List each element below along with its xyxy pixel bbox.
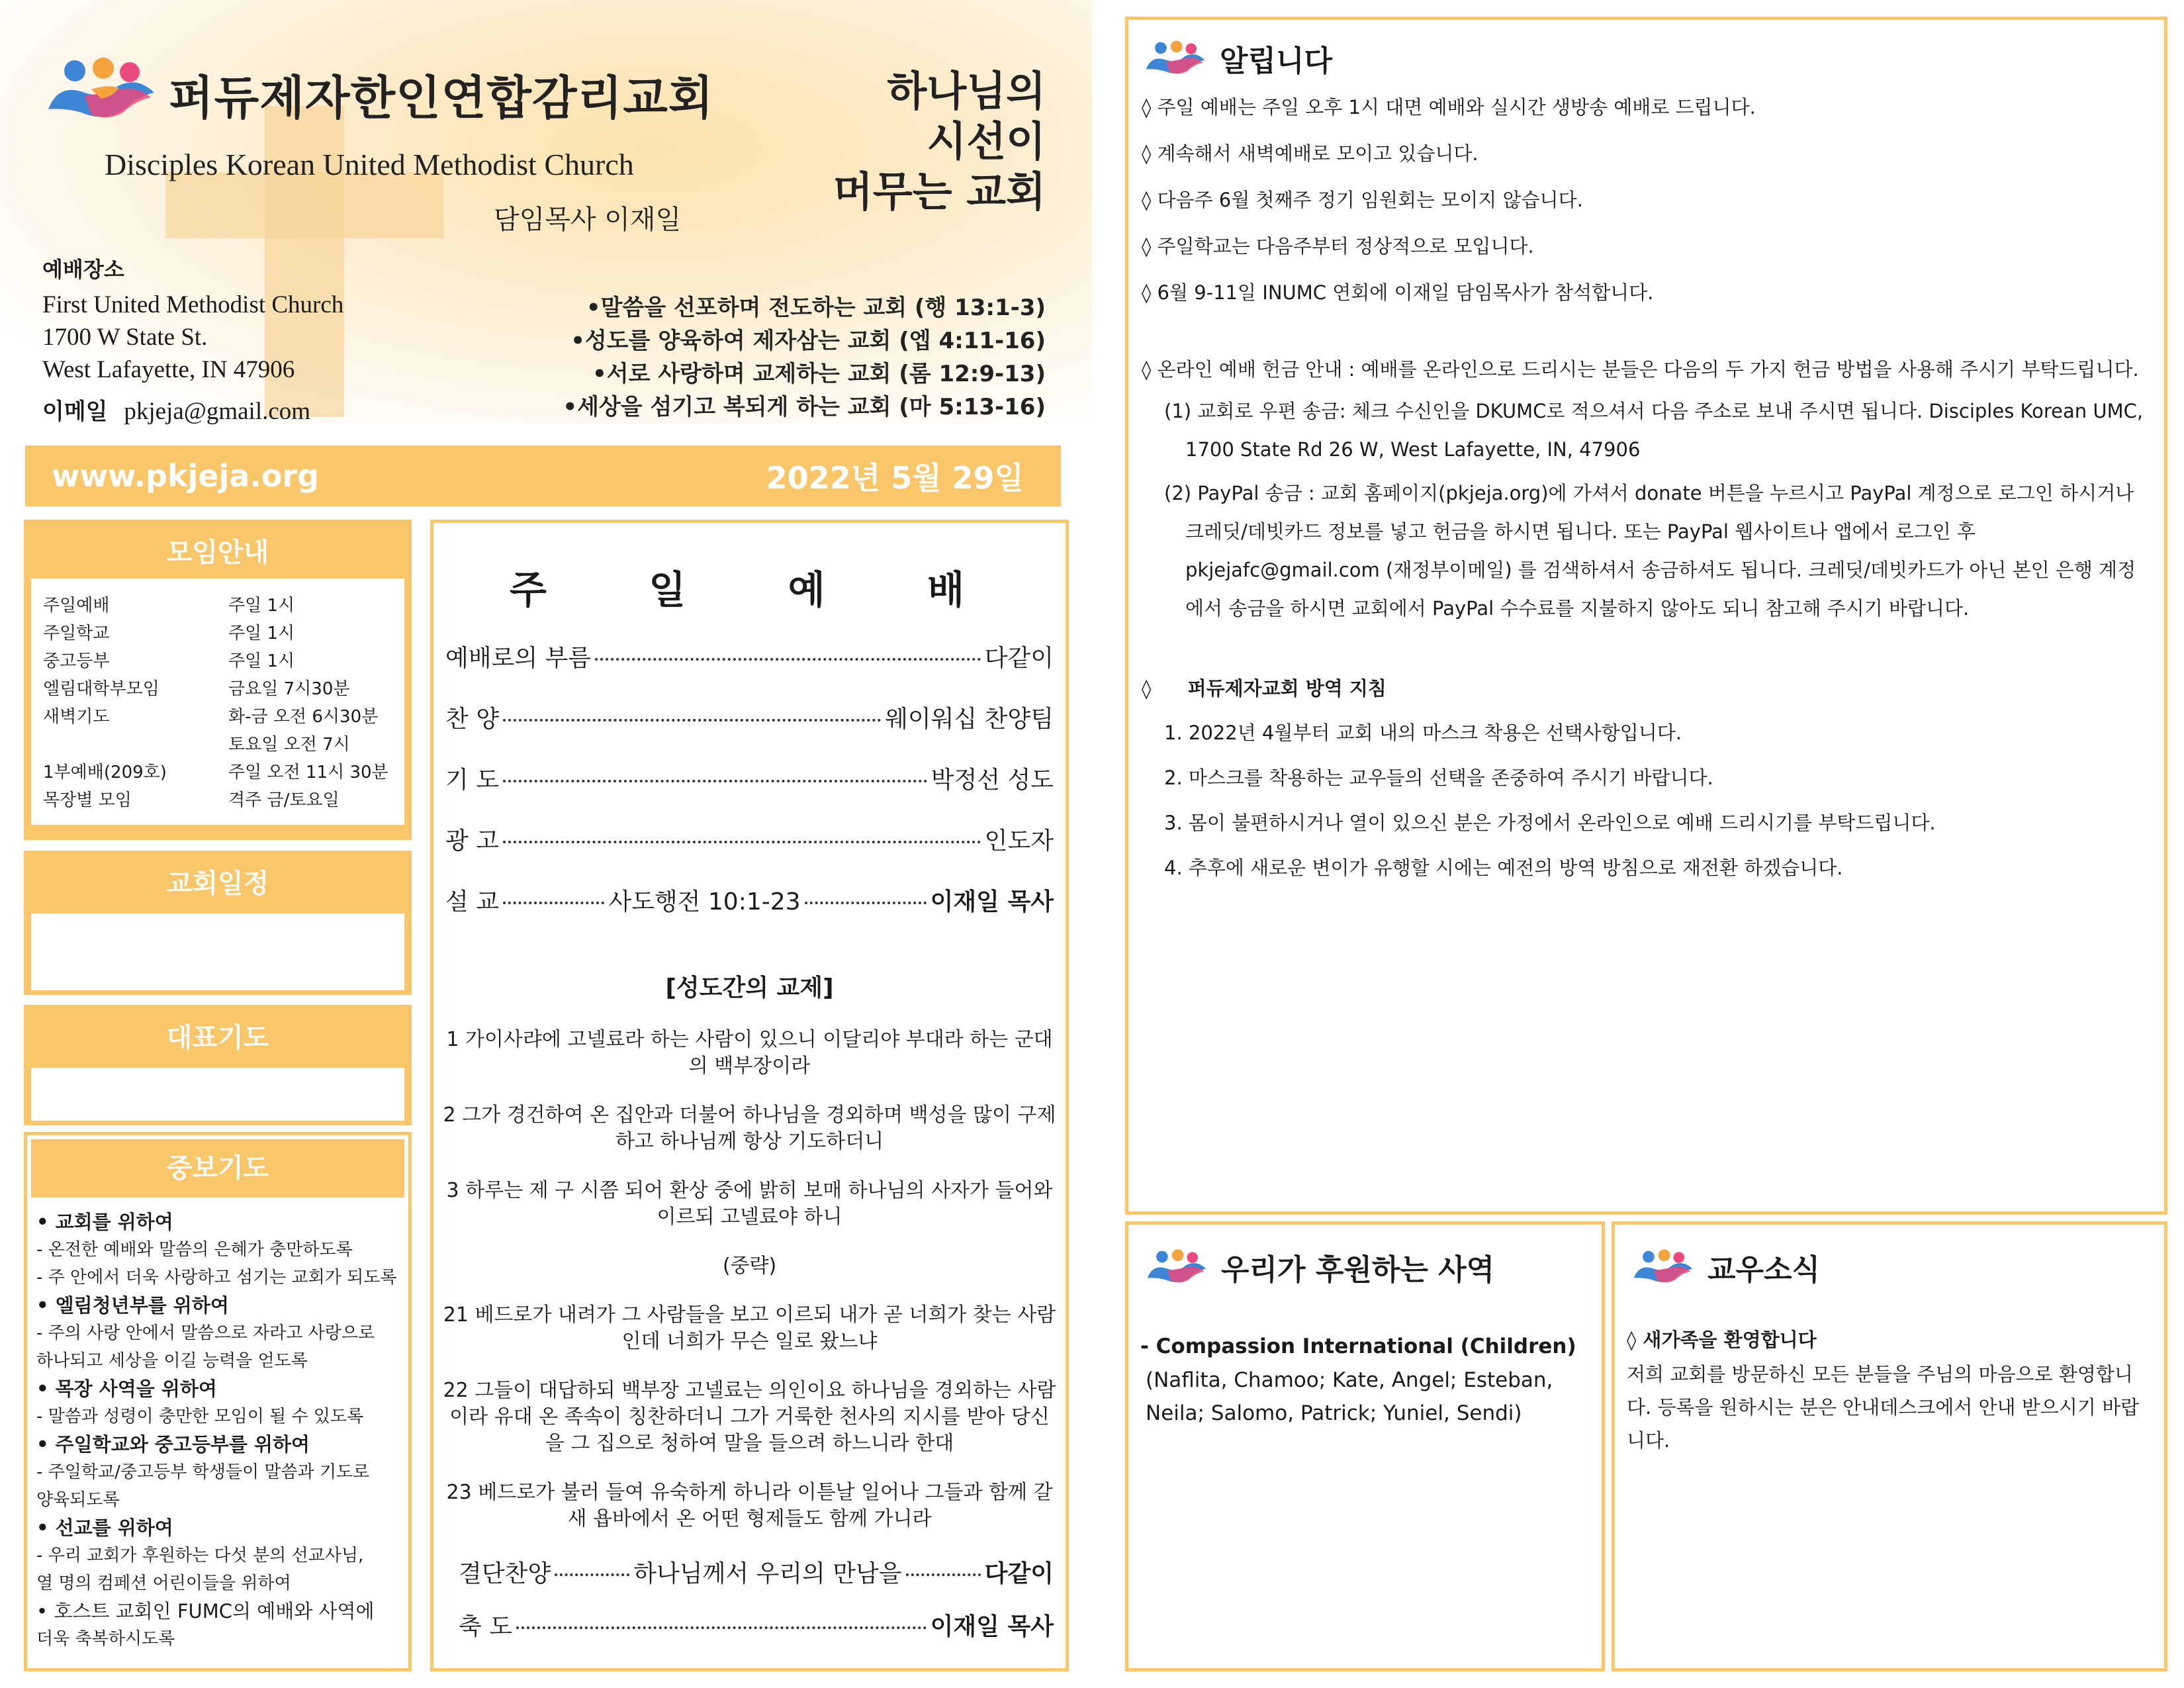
meetings-title: 모임안내 <box>31 527 404 579</box>
announcement-item: ◊ 다음주 6월 첫째주 정기 임원회는 모이지 않습니다. <box>1142 189 1583 211</box>
worship-title: 주 일 예 배 <box>509 567 990 612</box>
intercession-panel <box>24 1132 412 1671</box>
church-logo-icon <box>45 56 158 122</box>
meeting-row: 주일예배 주일 1시 <box>43 596 295 616</box>
closing-list <box>441 1555 1058 1661</box>
venue-line: 1700 W State St. <box>42 324 208 351</box>
announcement-item: ◊ 계속해서 새벽예배로 모이고 있습니다. <box>1142 142 1479 165</box>
pastor-name: 담임목사 이재일 <box>494 205 682 235</box>
meeting-row: 토요일 오전 7시 <box>228 735 350 755</box>
verse: 3 하루는 제 구 시쯤 되어 환상 중에 밝히 보매 하나님의 사자가 들어와 이르되 고넬료야 하니 <box>446 1179 1053 1229</box>
church-name-en: Disciples Korean United Methodist Church <box>105 148 634 181</box>
church-logo-icon <box>1146 1248 1208 1286</box>
slogan-line: 하나님의 <box>887 67 1046 115</box>
venue-label: 예배장소 <box>42 257 124 282</box>
rep-prayer-panel <box>24 1005 412 1125</box>
meeting-row: 1부예배(209호) 주일 오전 11시 30분 <box>43 763 388 782</box>
venue-line: West Lafayette, IN 47906 <box>42 356 295 383</box>
verse: 2 그가 경건하여 온 집안과 더불어 하나님을 경외하며 백성을 많이 구제하고 하나님께 항상 기도하더니 <box>443 1103 1056 1153</box>
mission-item: •세상을 섬기고 복되게 하는 교회 (마 5:13-16) <box>563 394 1046 420</box>
intercession-item: • 엘림청년부를 위하여 - 주의 사랑 안에서 말씀으로 자라고 사랑으로 하나되고 세상을 이길 능력을 얻도록 <box>36 1294 375 1371</box>
policy-item: 2. 마스크를 착용하는 교우들의 선택을 존중하여 주시기 바랍니다. <box>1164 767 1713 789</box>
ministry-children: (Naflita, Chamoo; Kate, Angel; Esteban, Neila; Salomo, Patrick; Yuniel, Sendi) <box>1146 1368 1553 1425</box>
order-item: 기 도 박정선 성도 <box>445 767 1054 794</box>
mission-item: •말씀을 선포하며 전도하는 교회 (행 13:1-3) <box>586 295 1046 321</box>
slogan <box>794 66 1046 217</box>
venue-address <box>42 289 343 386</box>
policy-head: 퍼듀제자교회 방역 지침 <box>1187 677 1387 700</box>
worship-panel <box>430 520 1069 1671</box>
fellowship-title: [성도간의 교제] <box>665 974 834 1002</box>
policy-item: 3. 몸이 불편하시거나 열이 있으신 분은 가정에서 온라인으로 예배 드리시기를 부탁드립니다. <box>1164 812 1936 834</box>
news-body: 저희 교회를 방문하신 모든 분들을 주님의 마음으로 환영합니다. 등록을 원하시는 분은 안내데스크에서 안내 받으시기 바랍니다. <box>1627 1363 2140 1452</box>
announcement-item: ◊ 주일 예배는 주일 오후 1시 대면 예배와 실시간 생방송 예배로 드립니다. <box>1142 96 1756 118</box>
mission-item: •서로 사랑하며 교제하는 교회 (롬 12:9-13) <box>592 361 1046 387</box>
mission-list <box>543 291 1046 424</box>
intercession-item: • 선교를 위하여 - 우리 교회가 후원하는 다섯 분의 선교사님, 열 명의 컴페션 어린이들을 위하여 <box>36 1517 364 1593</box>
intercession-item: • 주일학교와 중고등부를 위하여 - 주일학교/중고등부 학생들이 말씀과 기도로 양육되도록 <box>36 1433 370 1510</box>
intercession-list <box>27 1201 408 1660</box>
church-name-kr: 퍼듀제자한인연합감리교회 <box>169 71 714 125</box>
meetings-panel <box>24 520 412 840</box>
order-item: 광 고 인도자 <box>445 827 1054 855</box>
benediction: 축 도 이재일 목사 <box>459 1613 1054 1640</box>
meetings-table <box>31 579 404 825</box>
announcements-panel <box>1125 17 2167 1215</box>
offering-method: (1) 교회로 우편 송금: 체크 수신인을 DKUMC로 적으셔서 다음 주소로 보내 주시면 됩니다. Disciples Korean UMC, 1700 State Rd 26 W, West Lafayette, IN, 47906 <box>1164 400 2144 461</box>
policy-item: 1. 2022년 4월부터 교회 내의 마스크 착용은 선택사항입니다. <box>1164 722 1682 744</box>
policy-marker: ◊ <box>1142 677 1152 700</box>
announcements-title: 알립니다 <box>1220 44 1333 78</box>
offering-head: ◊ 온라인 예배 헌금 안내 : 예배를 온라인으로 드리시는 분들은 다음의 두 가지 헌금 방법을 사용해 주시기 부탁드립니다. <box>1142 358 2139 381</box>
rep-prayer-body <box>31 1068 404 1121</box>
cross-graphic-bar <box>165 172 443 238</box>
intercession-title: 중보기도 <box>31 1139 404 1197</box>
intercession-item: • 교회를 위하여 - 온전한 예배와 말씀의 은혜가 충만하도록 - 주 안에서 더욱 사랑하고 섬기는 교회가 되도록 <box>36 1211 397 1288</box>
order-item: 예배로의 부름 다같이 <box>445 645 1054 672</box>
meeting-row: 새벽기도 화-금 오전 6시30분 <box>43 707 379 727</box>
order-item: 찬 양 웨이워십 찬양팀 <box>445 706 1054 733</box>
bulletin-date: 2022년 5월 29일 <box>766 460 1024 496</box>
email-link[interactable]: pkjeja@gmail.com <box>124 398 311 425</box>
church-logo-icon <box>1632 1248 1694 1286</box>
ministry-title: 우리가 후원하는 사역 <box>1221 1253 1495 1287</box>
meeting-row: 목장별 모임 격주 금/토요일 <box>43 790 340 810</box>
intercession-item: • 호스트 교회인 FUMC의 예배와 사역에 더욱 축복하시도록 <box>36 1600 375 1649</box>
verse: 22 그들이 대답하되 백부장 고넬료는 의인이요 하나님을 경외하는 사람이라 유대 온 족속이 칭찬하더니 그가 거룩한 천사의 지시를 받아 당신을 그 집으로 청하여 말을 들으려 하느니라 한대 <box>443 1379 1056 1455</box>
rep-prayer-title: 대표기도 <box>31 1012 404 1064</box>
schedule-panel <box>24 851 412 995</box>
announcement-list <box>1139 94 2154 881</box>
meeting-row: 중고등부 주일 1시 <box>43 651 295 671</box>
sermon-item: 설 교 사도행전 10:1-23 이재일 목사 <box>445 888 1054 915</box>
slogan-line: 시선이 <box>927 117 1046 165</box>
announcement-item: ◊ 6월 9-11일 INUMC 연회에 이재일 담임목사가 참석합니다. <box>1142 281 1654 304</box>
announcements-header <box>1144 37 2154 79</box>
verse: 23 베드로가 불러 들여 유숙하게 하니라 이튿날 일어나 그들과 함께 갈새 욥바에서 온 어떤 형제들도 함께 가니라 <box>446 1481 1053 1530</box>
venue-line: First United Methodist Church <box>42 291 344 318</box>
order-list <box>441 639 1058 949</box>
policy-item: 4. 추후에 새로운 변이가 유행할 시에는 예전의 방역 방침으로 재전환 하겠습니다. <box>1164 857 1843 879</box>
schedule-body <box>31 914 404 990</box>
website-link[interactable]: www.pkjeja.org <box>52 458 320 494</box>
news-title: 교우소식 <box>1707 1253 1821 1287</box>
church-logo-icon <box>1144 40 1206 77</box>
meeting-row: 주일학교 주일 1시 <box>43 624 295 643</box>
ministry-head: - Compassion International (Children) <box>1140 1335 1576 1358</box>
ministry-panel <box>1125 1221 1605 1671</box>
policy-head-row <box>1142 674 2154 701</box>
schedule-title: 교회일정 <box>31 858 404 910</box>
offering-method: (2) PayPal 송금 : 교회 홈페이지(pkjeja.org)에 가셔서 donate 버튼을 누르시고 PayPal 계정으로 로그인 하시거나 크레딧/데빗카드 정보를 넣고 헌금을 하시면 됩니다. 또는 PayPal 웹사이트나 앱에서 로그인 후 pkjejafc@gmail.com (재정부이메일) 를 검색하셔서 송금하셔도 됩니다. 크레딧/데빗카드가 아닌 본인 은행 계정에서 송금을 하시면 교회에서 PayPal 수수료를 지불하지 않아도 되니 참고해 주시기 바랍니다. <box>1164 482 2136 620</box>
verse: 21 베드로가 내려가 그 사람들을 보고 이르되 내가 곧 너희가 찾는 사람인데 너희가 무슨 일로 왔느냐 <box>443 1303 1056 1353</box>
email-label: 이메일 <box>42 399 108 425</box>
news-panel <box>1612 1221 2167 1671</box>
ministry-header <box>1146 1246 1590 1288</box>
intercession-item: • 목장 사역을 위하여 - 말씀과 성령이 충만한 모임이 될 수 있도록 <box>36 1378 364 1427</box>
announcement-item: ◊ 주일학교는 다음주부터 정상적으로 모입니다. <box>1142 235 1534 258</box>
mission-item: •성도를 양육하여 제자삼는 교회 (엡 4:11-16) <box>570 328 1046 354</box>
closing-hymn: 결단찬양 하나님께서 우리의 만남을 다같이 <box>459 1560 1054 1587</box>
news-head: ◊ 새가족을 환영합니다 <box>1627 1329 1817 1351</box>
website-date-bar <box>25 445 1061 506</box>
scripture-verses <box>441 1027 1058 1532</box>
meeting-row: 엘림대학부모임 금요일 7시30분 <box>43 679 350 699</box>
slogan-line: 머무는 교회 <box>833 167 1046 216</box>
news-header <box>1632 1246 2152 1288</box>
verse: (중략) <box>722 1254 777 1278</box>
email-row <box>42 393 310 426</box>
verse: 1 가이사랴에 고넬료라 하는 사람이 있으니 이달리야 부대라 하는 군대의 백부장이라 <box>446 1028 1053 1078</box>
